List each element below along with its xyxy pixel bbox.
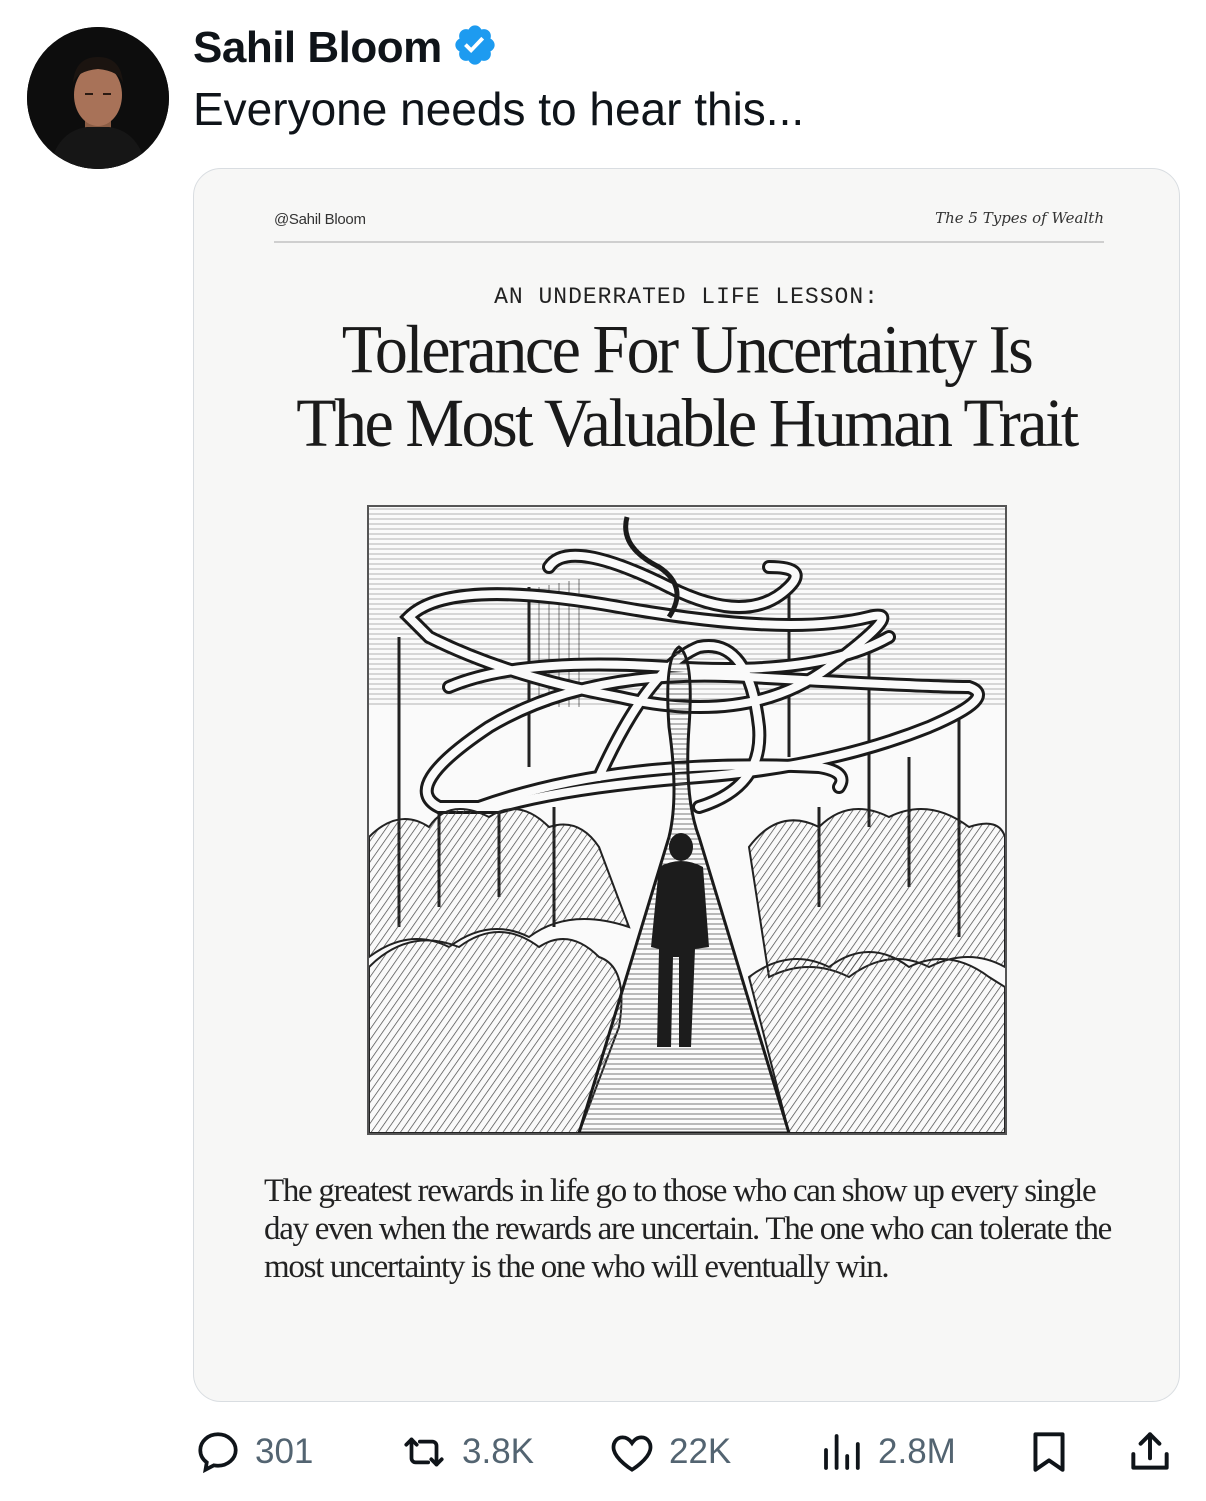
reply-count: 301 bbox=[255, 1432, 314, 1471]
author-name[interactable]: Sahil Bloom bbox=[193, 22, 442, 72]
reply-button[interactable] bbox=[193, 1424, 313, 1480]
views-count: 2.8M bbox=[878, 1432, 956, 1471]
reply-icon bbox=[193, 1427, 243, 1477]
card-brand: The 5 Types of Wealth bbox=[935, 209, 1104, 227]
like-count: 22K bbox=[669, 1432, 732, 1471]
like-icon bbox=[607, 1427, 657, 1477]
illustration bbox=[367, 505, 1007, 1135]
headline-line-1: Tolerance For Uncertainty Is bbox=[341, 311, 1032, 389]
bookmark-button[interactable] bbox=[1024, 1424, 1074, 1480]
repost-count: 3.8K bbox=[462, 1432, 534, 1471]
author-line bbox=[193, 22, 498, 73]
repost-button[interactable] bbox=[398, 1424, 534, 1480]
share-button[interactable] bbox=[1125, 1424, 1175, 1480]
views-icon bbox=[818, 1427, 866, 1477]
views-button[interactable] bbox=[818, 1424, 956, 1480]
action-bar bbox=[193, 1424, 1183, 1480]
avatar[interactable] bbox=[27, 27, 169, 169]
repost-icon bbox=[398, 1427, 450, 1477]
tweet-text: Everyone needs to hear this... bbox=[193, 83, 805, 135]
bookmark-icon bbox=[1024, 1426, 1074, 1478]
card-divider bbox=[274, 241, 1104, 243]
verified-icon bbox=[452, 22, 498, 73]
card-kicker: AN UNDERRATED LIFE LESSON: bbox=[494, 284, 879, 310]
headline-line-2: The Most Valuable Human Trait bbox=[296, 384, 1077, 462]
share-icon bbox=[1125, 1426, 1175, 1478]
media-card[interactable] bbox=[193, 168, 1180, 1402]
card-body: The greatest rewards in life go to those who can show up every single day even when the rewards are uncertain. The one who can tolerate the most uncertainty is the one who will eventually win. bbox=[264, 1173, 1112, 1285]
like-button[interactable] bbox=[607, 1424, 731, 1480]
card-handle: @Sahil Bloom bbox=[274, 211, 366, 228]
card-headline bbox=[234, 311, 1139, 462]
